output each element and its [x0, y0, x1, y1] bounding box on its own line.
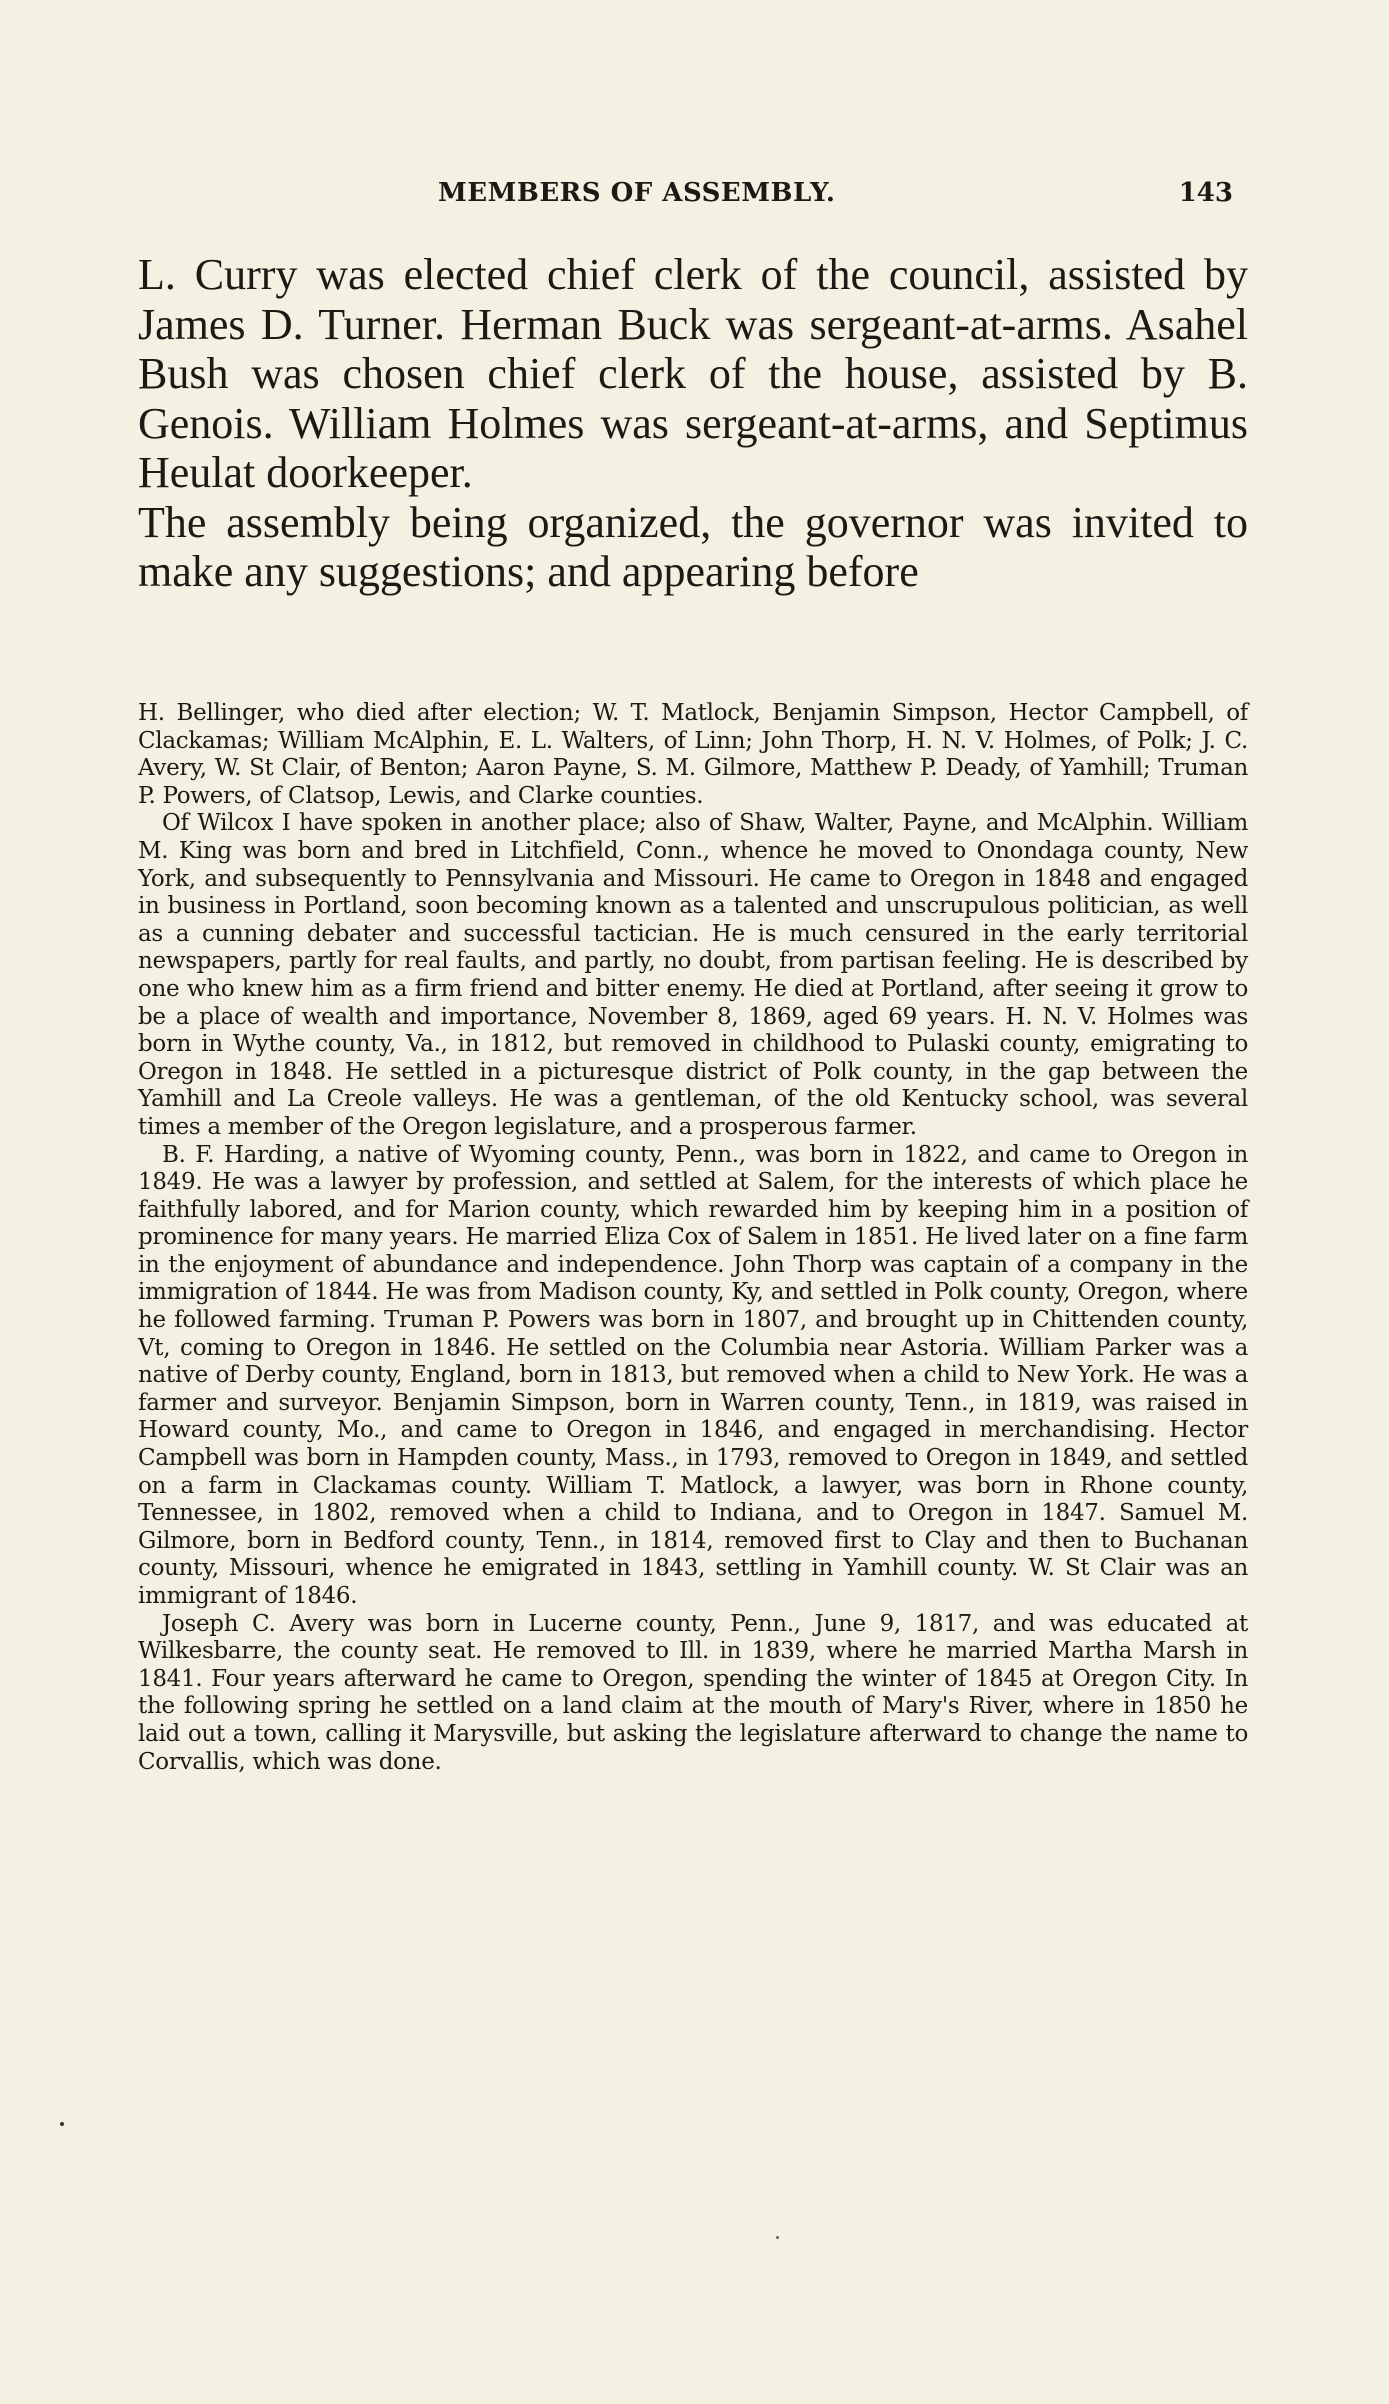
main-paragraph-1: L. Curry was elected chief clerk of the council, assisted by James D. Turner. Herman Buck was sergeant-at-arms. Asahel Bush was chosen chief clerk of the house, assisted by B. Genois. William Holmes was sergeant-at-arms, and Septimus Heulat doorkeeper.: [138, 250, 1248, 497]
page-header: [438, 178, 1233, 218]
footnote-paragraph-4: Joseph C. Avery was born in Lucerne county, Penn., June 9, 1817, and was educated at Wilkesbarre, the county seat. He removed to Ill. in 1839, where he married Martha Marsh in 1841. Four years afterward he came to Oregon, spending the winter of 1845 at Oregon City. In the following spring he settled on a land claim at the mouth of Mary's River, where in 1850 he laid out a town, calling it Marysville, but asking the legislature afterward to change the name to Corvallis, which was done.: [138, 1610, 1248, 1775]
paper-speck: [776, 2236, 779, 2239]
running-title: MEMBERS OF ASSEMBLY.: [438, 178, 836, 208]
page-number: 143: [1178, 178, 1233, 208]
main-paragraph-2: The assembly being organized, the governor was invited to make any suggestions; and appearing before: [138, 497, 1248, 596]
footnote-paragraph-3: B. F. Harding, a native of Wyoming county, Penn., was born in 1822, and came to Oregon in 1849. He was a lawyer by profession, and settled at Salem, for the interests of which place he faithfully labored, and for Marion county, which rewarded him by keeping him in a position of prominence for many years. He married Eliza Cox of Salem in 1851. He lived later on a fine farm in the enjoyment of abundance and independence. John Thorp was captain of a company in the immigration of 1844. He was from Madison county, Ky, and settled in Polk county, Oregon, where he followed farming. Truman P. Powers was born in 1807, and brought up in Chittenden county, Vt, coming to Oregon in 1846. He settled on the Columbia near Astoria. William Parker was a native of Derby county, England, born in 1813, but removed when a child to New York. He was a farmer and surveyor. Benjamin Simpson, born in Warren county, Tenn., in 1819, was raised in Howard county, Mo., and came to Oregon in 1846, and engaged in merchandising. Hector Campbell was born in Hampden county, Mass., in 1793, removed to Oregon in 1849, and settled on a farm in Clackamas county. William T. Matlock, a lawyer, was born in Rhone county, Tennessee, in 1802, removed when a child to Indiana, and to Oregon in 1847. Samuel M. Gilmore, born in Bedford county, Tenn., in 1814, removed first to Clay and then to Buchanan county, Missouri, whence he emigrated in 1843, settling in Yamhill county. W. St Clair was an immigrant of 1846.: [138, 1141, 1248, 1609]
margin-mark: [60, 2122, 64, 2126]
main-text-body: [138, 250, 1248, 597]
footnote-paragraph-2: Of Wilcox I have spoken in another place; also of Shaw, Walter, Payne, and McAlphin. William M. King was born and bred in Litchfield, Conn., whence he moved to Onondaga county, New York, and subsequently to Pennsylvania and Missouri. He came to Oregon in 1848 and engaged in business in Portland, soon becoming known as a talented and unscrupulous politician, as well as a cunning debater and successful tactician. He is much censured in the early territorial newspapers, partly for real faults, and partly, no doubt, from partisan feeling. He is described by one who knew him as a firm friend and bitter enemy. He died at Portland, after seeing it grow to be a place of wealth and importance, November 8, 1869, aged 69 years. H. N. V. Holmes was born in Wythe county, Va., in 1812, but removed in childhood to Pulaski county, emigrating to Oregon in 1848. He settled in a picturesque district of Polk county, in the gap between the Yamhill and La Creole valleys. He was a gentleman, of the old Kentucky school, was several times a member of the Oregon legislature, and a prosperous farmer.: [138, 810, 1248, 1140]
footnote-paragraph-1: H. Bellinger, who died after election; W. T. Matlock, Benjamin Simpson, Hector Campbell, of Clackamas; William McAlphin, E. L. Walters, of Linn; John Thorp, H. N. V. Holmes, of Polk; J. C. Avery, W. St Clair, of Benton; Aaron Payne, S. M. Gilmore, Matthew P. Deady, of Yamhill; Truman P. Powers, of Clatsop, Lewis, and Clarke counties.: [138, 700, 1248, 809]
footnote-section: [138, 700, 1248, 1776]
